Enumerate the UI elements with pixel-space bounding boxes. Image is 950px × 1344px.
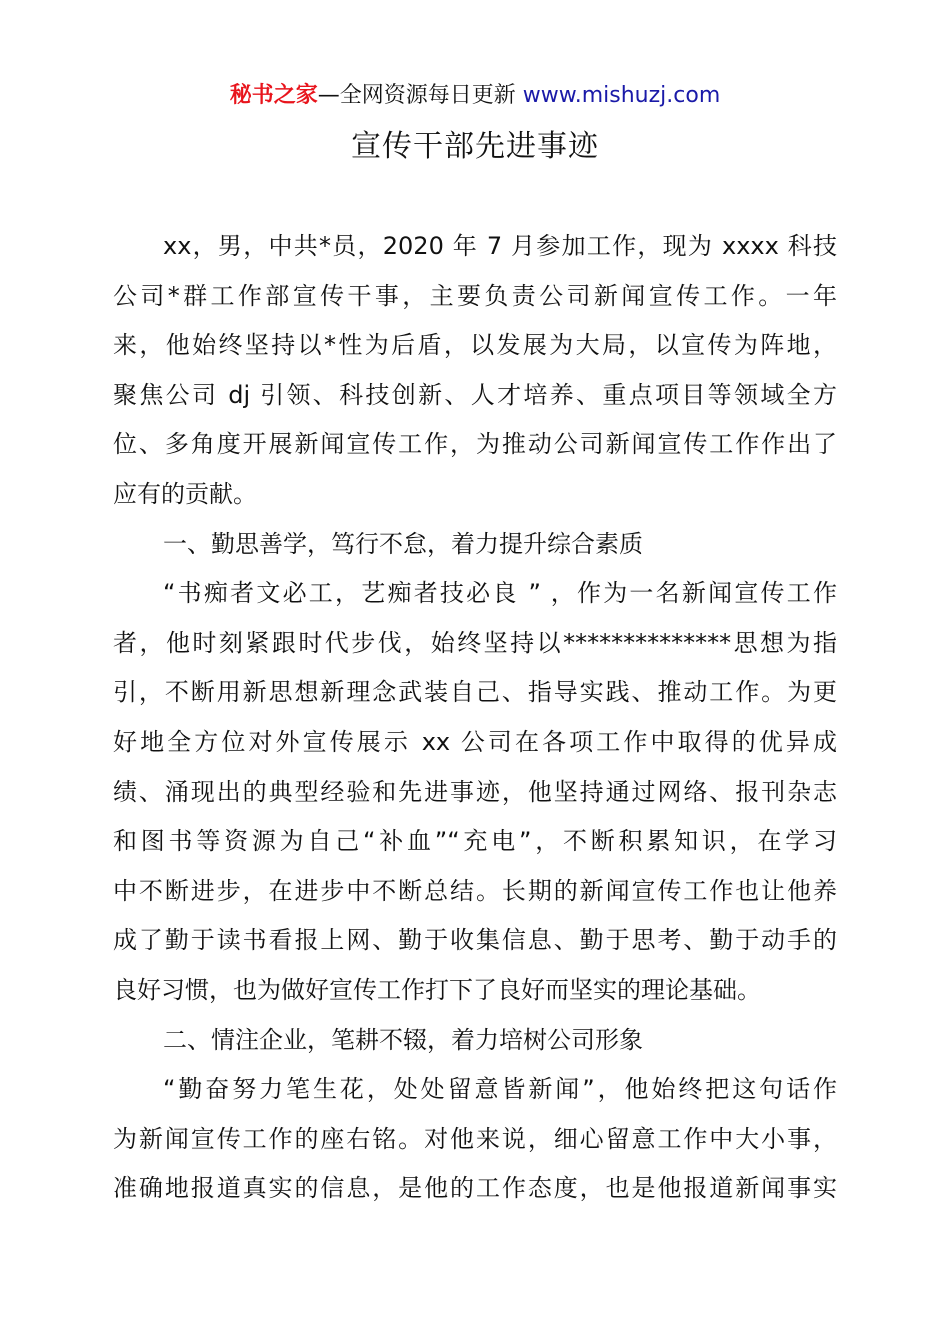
- section-heading: 一、勤思善学，笃行不怠，着力提升综合素质: [163, 529, 643, 558]
- paragraph-line: 为新闻宣传工作的座右铭。对他来说，细心留意工作中大小事，: [113, 1124, 837, 1153]
- document-title: 宣传干部先进事迹: [351, 129, 599, 164]
- paragraph-line: “书痴者文必工，艺痴者技必良 ” ，作为一名新闻宣传工作: [163, 579, 837, 608]
- paragraph-line: 公司*群工作部宣传干事，主要负责公司新闻宣传工作。一年: [113, 281, 837, 310]
- site-tagline: —全网资源每日更新: [317, 83, 523, 108]
- document-body: [113, 222, 837, 1214]
- site-url-link[interactable]: www.mishuzj.com: [522, 83, 721, 108]
- brand-name: 秘书之家: [229, 83, 318, 108]
- paragraph-line: 准确地报道真实的信息，是他的工作态度，也是他报道新闻事实: [113, 1174, 837, 1203]
- section-heading: 二、情注企业，笔耕不辍，着力培树公司形象: [163, 1025, 643, 1054]
- paragraph-line: 成了勤于读书看报上网、勤于收集信息、勤于思考、勤于动手的: [113, 926, 837, 955]
- paragraph-line: 者，他时刻紧跟时代步伐，始终坚持以**************思想为指: [113, 628, 837, 657]
- paragraph-line: 和图书等资源为自己“补血”“充电”，不断积累知识，在学习: [113, 827, 837, 856]
- paragraph-line: 来，他始终坚持以*性为后盾，以发展为大局，以宣传为阵地，: [113, 331, 837, 360]
- paragraph-line: 引，不断用新思想新理念武装自己、指导实践、推动工作。为更: [113, 678, 837, 707]
- paragraph-line: “勤奋努力笔生花，处处留意皆新闻”，他始终把这句话作: [163, 1075, 837, 1104]
- paragraph-line: 应有的贡献。: [113, 479, 257, 508]
- paragraph-line: 位、多角度开展新闻宣传工作，为推动公司新闻宣传工作作出了: [113, 430, 837, 459]
- paragraph-line: 中不断进步，在进步中不断总结。长期的新闻宣传工作也让他养: [113, 876, 837, 905]
- paragraph-line: xx，男，中共*员，2020 年 7 月参加工作，现为 xxxx 科技: [163, 232, 837, 260]
- paragraph-line: 好地全方位对外宣传展示 xx 公司在各项工作中取得的优异成: [113, 727, 837, 756]
- paragraph-line: 聚焦公司 dj 引领、科技创新、人才培养、重点项目等领域全方: [113, 380, 837, 409]
- site-header: [0, 80, 950, 112]
- paragraph-line: 绩、涌现出的典型经验和先进事迹，他坚持通过网络、报刊杂志: [113, 777, 837, 806]
- paragraph-line: 良好习惯，也为做好宣传工作打下了良好而坚实的理论基础。: [113, 975, 761, 1004]
